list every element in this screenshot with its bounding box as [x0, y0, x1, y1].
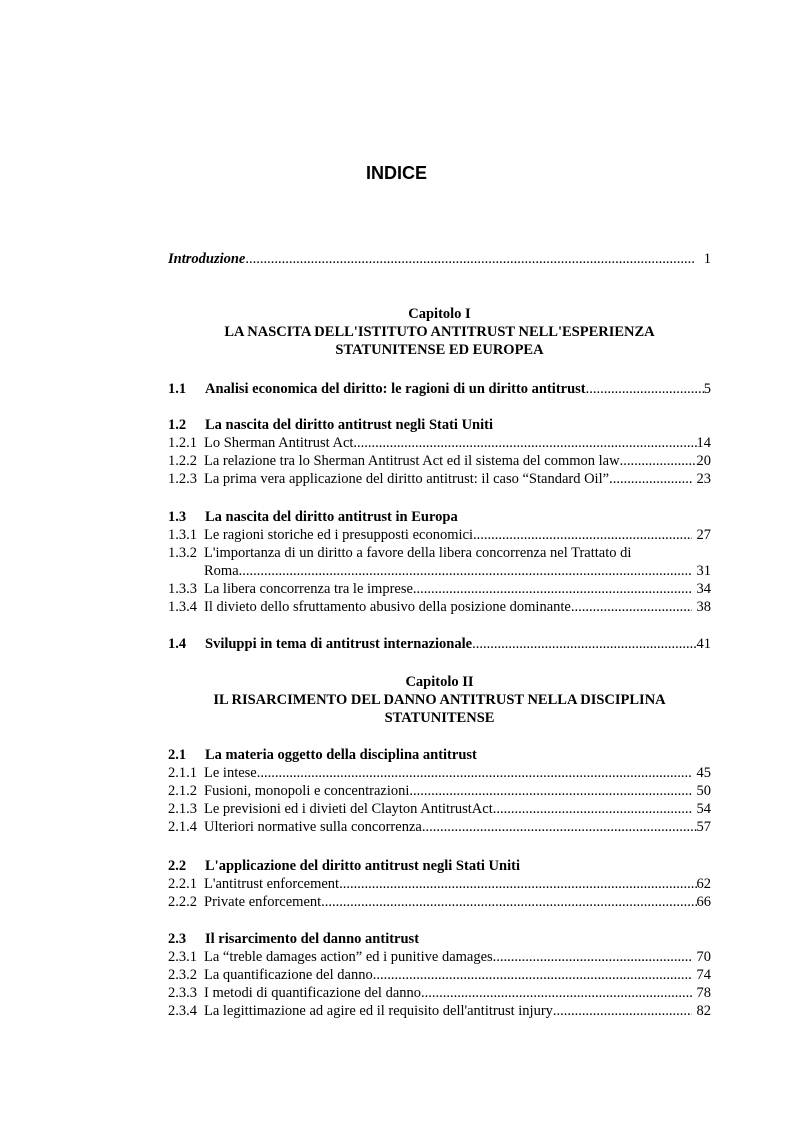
toc-entry-2-3-3[interactable] [168, 984, 711, 1002]
chapter-1-heading [168, 305, 711, 359]
entry-page: 54 [696, 801, 711, 817]
toc-entry-2-2-2[interactable] [168, 893, 711, 911]
dot-leader [353, 434, 696, 452]
entry-label: 2.1.1 Le intese [168, 765, 257, 781]
dot-leader [473, 526, 692, 544]
entry-label: 2.2.1 L'antitrust enforcement [168, 876, 340, 892]
dot-leader [472, 635, 696, 653]
entry-label: Introduzione [168, 251, 246, 267]
section-heading-1-2[interactable]: 1.2 La nascita del diritto antitrust negli Stati Uniti [168, 417, 493, 433]
entry-label: 2.1.2 Fusioni, monopoli e concentrazioni [168, 783, 410, 799]
entry-page: 78 [696, 985, 711, 1001]
toc-entry-intro[interactable] [168, 250, 711, 268]
entry-label: 1.3.2 L'importanza di un diritto a favore della libera concorrenza nel Trattato di [168, 545, 632, 561]
toc-entry-2-1-2[interactable] [168, 782, 711, 800]
section-heading-1-3[interactable]: 1.3 La nascita del diritto antitrust in Europa [168, 509, 458, 525]
entry-page: 1 [703, 251, 711, 267]
dot-leader [239, 562, 692, 580]
entry-label: 1.3.1 Le ragioni storiche ed i presupposti economici [168, 527, 473, 543]
section-heading-2-2[interactable]: 2.2 L'applicazione del diritto antitrust negli Stati Uniti [168, 858, 520, 874]
entry-page: 45 [696, 765, 711, 781]
toc-intro [168, 250, 711, 268]
toc-entry-1-3-2-line1[interactable] [168, 544, 711, 562]
entry-page: 20 [696, 453, 711, 469]
entry-label: 1.2.3 La prima vera applicazione del diritto antitrust: il caso “Standard Oil” [168, 471, 610, 487]
section-heading-2-3[interactable]: 2.3 Il risarcimento del danno antitrust [168, 931, 420, 947]
entry-label: 2.1.3 Le previsioni ed i divieti del Clayton AntitrustAct [168, 801, 493, 817]
dot-leader [586, 380, 704, 398]
toc-entry-1-2-1[interactable] [168, 434, 711, 452]
dot-leader [553, 1002, 692, 1020]
entry-label: 1.2.1 Lo Sherman Antitrust Act [168, 435, 354, 451]
toc-section-1-3 [168, 508, 711, 616]
toc-entry-1-3-1[interactable] [168, 526, 711, 544]
dot-leader [245, 250, 693, 268]
toc-section-1-1 [168, 380, 711, 398]
toc-entry-1-3-3[interactable] [168, 580, 711, 598]
dot-leader [620, 452, 697, 470]
toc-entry-1-3-2-line2[interactable] [168, 562, 711, 580]
toc-entry-1-1[interactable] [168, 380, 711, 398]
toc-entry-1-2-3[interactable] [168, 470, 711, 488]
toc-entry-1-2-2[interactable] [168, 452, 711, 470]
entry-page: 14 [696, 435, 711, 451]
entry-page: 27 [696, 527, 711, 543]
dot-leader [339, 875, 696, 893]
entry-label: 2.3.4 La legittimazione ad agire ed il requisito dell'antitrust injury [168, 1003, 553, 1019]
entry-page: 5 [703, 381, 711, 397]
toc-section-2-2 [168, 857, 711, 911]
entry-label: 1.3.4 Il divieto dello sfruttamento abusivo della posizione dominante [168, 599, 571, 615]
entry-page: 38 [696, 599, 711, 615]
entry-label: 1.3.3 La libera concorrenza tra le imprese [168, 581, 413, 597]
toc-entry-2-3-1[interactable] [168, 948, 711, 966]
entry-label-continued: Roma [204, 563, 239, 579]
dot-leader [493, 948, 692, 966]
chapter-1-name: Capitolo I [408, 306, 471, 322]
chapter-2-name: Capitolo II [405, 674, 474, 690]
entry-page: 66 [696, 894, 711, 910]
toc-section-2-3 [168, 930, 711, 1020]
toc-entry-2-3-2[interactable] [168, 966, 711, 984]
toc-section-1-4 [168, 635, 711, 653]
toc-section-2-1 [168, 746, 711, 836]
toc-entry-1-4[interactable] [168, 635, 711, 653]
entry-label: 1.4 Sviluppi in tema di antitrust internazionale [168, 636, 473, 652]
entry-page: 50 [696, 783, 711, 799]
section-heading-2-1[interactable]: 2.1 La materia oggetto della disciplina antitrust [168, 747, 477, 763]
entry-page: 70 [696, 949, 711, 965]
entry-page: 34 [696, 581, 711, 597]
entry-page: 23 [696, 471, 711, 487]
toc-entry-2-1-1[interactable] [168, 764, 711, 782]
entry-page: 57 [696, 819, 711, 835]
dot-leader [421, 984, 691, 1002]
entry-label: 2.1.4 Ulteriori normative sulla concorrenza [168, 819, 422, 835]
dot-leader [493, 800, 692, 818]
entry-label: 2.3.1 La “treble damages action” ed i punitive damages [168, 949, 493, 965]
entry-page: 62 [696, 876, 711, 892]
toc-entry-1-3-4[interactable] [168, 598, 711, 616]
entry-label: 1.2.2 La relazione tra lo Sherman Antitrust Act ed il sistema del common law [168, 453, 620, 469]
toc-entry-2-1-3[interactable] [168, 800, 711, 818]
toc-section-1-2 [168, 416, 711, 488]
chapter-2-title-line2: STATUNITENSE [384, 710, 495, 726]
chapter-2-heading [168, 673, 711, 727]
toc-entry-2-2-1[interactable] [168, 875, 711, 893]
page-title: INDICE [365, 163, 427, 183]
toc-entry-2-1-4[interactable] [168, 818, 711, 836]
entry-label: 1.1 Analisi economica del diritto: le ragioni di un diritto antitrust [168, 381, 586, 397]
entry-page: 41 [696, 636, 711, 652]
entry-page: 31 [696, 563, 711, 579]
entry-label: 2.2.2 Private enforcement [168, 894, 322, 910]
chapter-2-title-line1: IL RISARCIMENTO DEL DANNO ANTITRUST NELLA DISCIPLINA [213, 692, 666, 708]
dot-leader [413, 580, 692, 598]
entry-label: 2.3.2 La quantificazione del danno [168, 967, 373, 983]
dot-leader [571, 598, 692, 616]
toc-entry-2-3-4[interactable] [168, 1002, 711, 1020]
dot-leader [321, 893, 696, 911]
dot-leader [257, 764, 692, 782]
entry-page: 74 [696, 967, 711, 983]
dot-leader [422, 818, 697, 836]
entry-page: 82 [696, 1003, 711, 1019]
entry-label: 2.3.3 I metodi di quantificazione del danno [168, 985, 422, 1001]
chapter-1-title-line1: LA NASCITA DELL'ISTITUTO ANTITRUST NELL'ESPERIENZA [224, 324, 655, 340]
chapter-1-title-line2: STATUNITENSE ED EUROPEA [335, 342, 544, 358]
dot-leader [373, 966, 692, 984]
dot-leader [609, 470, 691, 488]
dot-leader [409, 782, 691, 800]
